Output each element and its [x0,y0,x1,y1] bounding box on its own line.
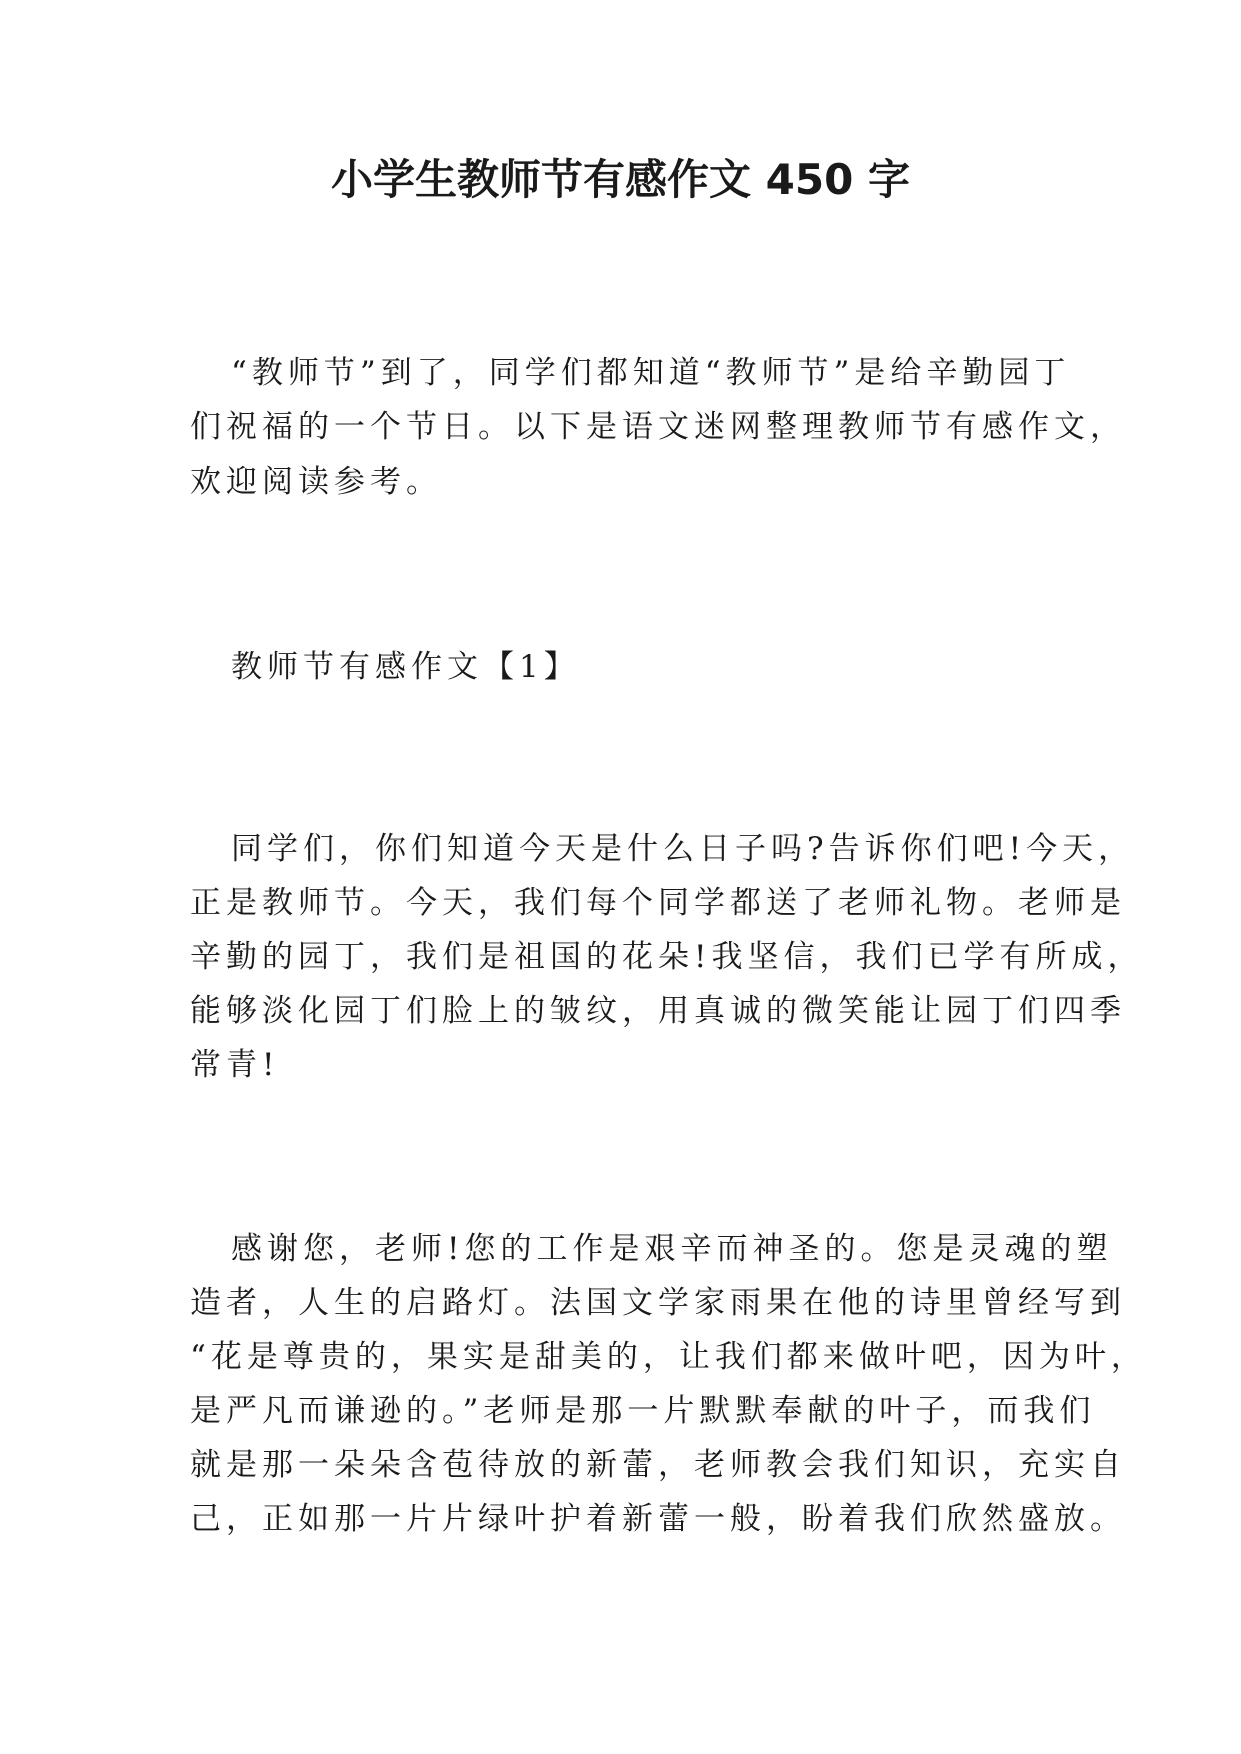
intro-line-1: “教师节”到了，同学们都知道“教师节”是给辛勤园丁 [231,355,1071,391]
paragraph2-line-1: 感谢您，老师!您的工作是艰辛而神圣的。您是灵魂的塑 [231,1231,1113,1267]
intro-line-2: 们祝福的一个节日。以下是语文迷网整理教师节有感作文， [190,409,1126,445]
section-heading: 教师节有感作文【1】 [231,649,580,685]
paragraph1-line-4: 能够淡化园丁们脸上的皱纹，用真诚的微笑能让园丁们四季 [190,993,1126,1029]
paragraph1-line-3: 辛勤的园丁，我们是祖国的花朵!我坚信，我们已学有所成， [190,939,1144,975]
paragraph1-line-1: 同学们，你们知道今天是什么日子吗?告诉你们吧!今天， [231,831,1135,867]
document-title: 小学生教师节有感作文 450 字 [331,155,910,204]
paragraph1-line-5: 常青! [190,1047,280,1083]
paragraph2-line-4: 是严凡而谦逊的。”老师是那一片默默奉献的叶子，而我们 [190,1393,1096,1429]
intro-line-3: 欢迎阅读参考。 [190,464,442,500]
paragraph2-line-6: 己，正如那一片片绿叶护着新蕾一般，盼着我们欣然盛放。 [190,1501,1126,1537]
paragraph2-line-3: “花是尊贵的，果实是甜美的，让我们都来做叶吧，因为叶， [190,1339,1147,1375]
paragraph2-line-5: 就是那一朵朵含苞待放的新蕾，老师教会我们知识，充实自 [190,1447,1126,1483]
paragraph2-line-2: 造者，人生的启路灯。法国文学家雨果在他的诗里曾经写到 [190,1285,1126,1321]
paragraph1-line-2: 正是教师节。今天，我们每个同学都送了老师礼物。老师是 [190,885,1126,921]
